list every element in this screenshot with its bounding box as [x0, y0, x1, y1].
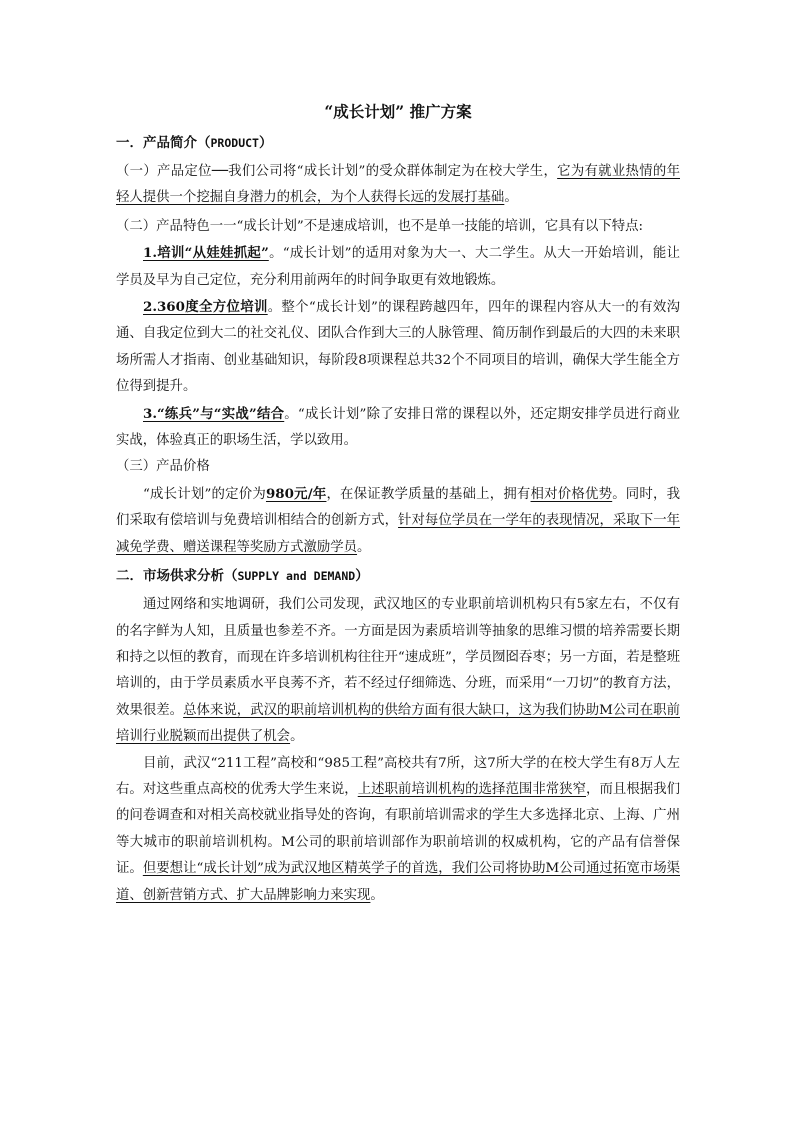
product-features-paragraph: （二）产品特色一一“成长计划”不是速成培训，也不是单一技能的培训，它具有以下特点: [116, 218, 644, 234]
product-positioning-paragraph [116, 159, 680, 212]
paragraph-end: 。 [504, 190, 518, 206]
underlined-text: 相对价格优势 [530, 486, 613, 502]
paragraph-text: “成长计划”的定价为 [143, 486, 266, 502]
paragraph-text: （一）产品定位──我们公司将“成长计划”的受众群体制定为在校大学生， [116, 164, 558, 179]
feature-label: 3.“练兵”与“实战”结合 [143, 405, 285, 422]
market-supply-paragraph [116, 592, 680, 750]
price-value: 980元/年 [265, 485, 327, 502]
feature-text: 。整个“成长计划”的课程跨越四年，四年的课程内容从大一的有效沟通、自我定位到大二的社交礼仪、团队合作到大三的人脉管理、简历制作到最后的大四的未来职场所需人才指南、创业基础知识，每阶段8项课程总共32个不同项目的培训，确保大学生能全方位得到提升。 [116, 300, 680, 395]
paragraph-text: 通过网络和实地调研，我们公司发现，武汉地区的专业职前培训机构只有5家左右，不仅有的名字鲜为人知，且质量也参差不齐。一方面是因为素质培训等抽象的思维习惯的培养需要长期和持之以恒的教育，而现在许多培训机构往往开“速成班”，学员囫囵吞枣；另一方面，若是整班培训的，由于学员素质水平良莠不齐，若不经过仔细筛选、分班，而采用“一刀切”的教育方法，效果很差。 [116, 597, 680, 718]
product-price-heading: （三）产品价格 [116, 459, 210, 475]
paragraph-text: ，而且根据我们的问卷调查和对相关高校就业指导处的咨询，有职前培训需求的学生大多选择北京、上海、广州等大城市的职前培训机构。M公司的职前培训部作为职前培训的权威机构，它的产品有信誉保证。 [116, 781, 681, 877]
underlined-text: 但要想让“成长计划”成为武汉地区精英学子的首选，我们公司将协助M公司通过拓宽市场渠道、创新营销方式、扩大品牌影响力来实现 [116, 861, 680, 903]
underlined-text: 它为有就业热情的年轻人提供一个挖掘自身潜力的机会，为个人获得长远的发展打基础 [116, 164, 680, 206]
section-heading-market [116, 565, 680, 587]
paragraph-text: 目前，武汉“211工程”高校和“985工程”高校共有7所，这7所大学的在校大学生有8万人左右。对这些重点高校的优秀大学生来说， [116, 755, 680, 797]
feature-1-paragraph [116, 240, 680, 294]
paragraph-end: 。 [357, 539, 371, 555]
feature-2-paragraph [116, 294, 680, 401]
feature-text: 。“成长计划”的适用对象为大一、大二学生。从大一开始培训，能让学员及早为自己定位，充分利用前两年的时间争取更有效地锻炼。 [116, 246, 680, 288]
heading-close: ） [355, 568, 369, 585]
paragraph-text: 。同时，我们采取有偿培训与免费培训相结合的创新方式， [116, 486, 681, 529]
feature-label: 2.360度全方位培训 [143, 299, 268, 316]
heading-text: 二．市场供求分析（ [116, 568, 238, 585]
document-page [116, 100, 680, 909]
heading-close: ） [258, 135, 273, 151]
paragraph-end: 。 [290, 729, 304, 745]
section-heading-product [116, 132, 680, 154]
paragraph-end: 。 [370, 887, 384, 903]
paragraph-text: ，在保证教学质量的基础上，拥有 [326, 486, 531, 502]
heading-text: 一．产品简介（ [116, 135, 211, 151]
underlined-text: 针对每位学员在一学年的表现情况，采取下一年减免学费、赠送课程等奖励方式激励学员 [116, 513, 681, 555]
document-title: “成长计划” 推广方案 [324, 102, 472, 121]
market-demand-paragraph [116, 751, 680, 909]
heading-en: SUPPLY and DEMAND [237, 569, 356, 584]
heading-en: PRODUCT [210, 136, 259, 150]
underlined-text: 总体来说，武汉的职前培训机构的供给方面有很大缺口，这为我们协助M公司在职前培训行业脱颖而出提供了机会 [116, 702, 680, 745]
feature-label: 1.培训“从娃娃抓起” [143, 245, 269, 262]
underlined-text: 上述职前培训机构的选择范围非常狭窄 [357, 781, 587, 797]
feature-3-paragraph [116, 401, 680, 455]
feature-text: 。“成长计划”除了安排日常的课程以外，还定期安排学员进行商业实战，体验真正的职场生活，学以致用。 [116, 406, 680, 449]
product-price-paragraph [116, 481, 680, 561]
